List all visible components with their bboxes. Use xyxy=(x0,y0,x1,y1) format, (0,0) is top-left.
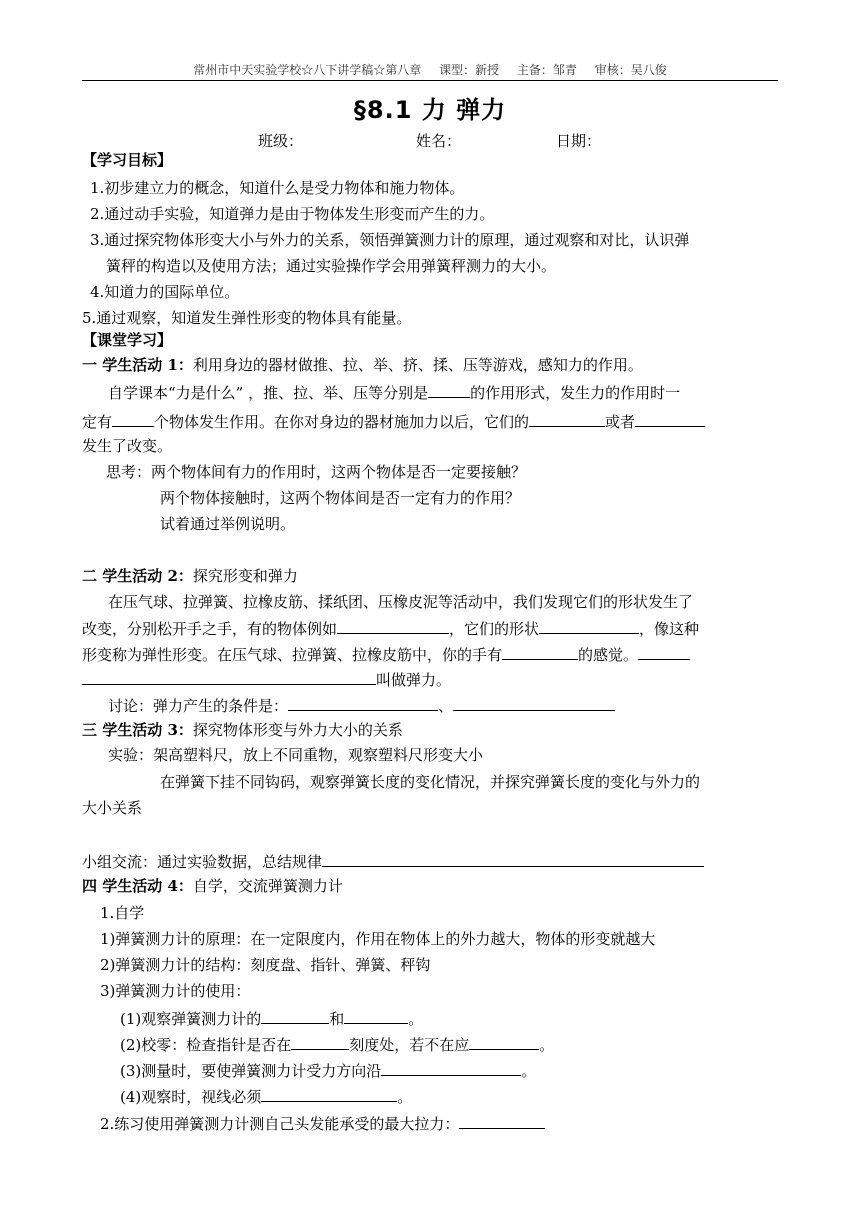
fill-blank[interactable] xyxy=(261,1085,397,1102)
self-study-heading: 1.自学 xyxy=(100,904,145,922)
header-type: 课型：新授 xyxy=(439,63,500,77)
activity-2-p2 xyxy=(82,617,699,639)
text-segment: 自学课本“力是什么” ，推、拉、举、压等分别是 xyxy=(108,384,429,402)
text-segment: 个物体发生作用。在你对身边的器材施加力以后，它们的 xyxy=(154,413,530,431)
think-question-3: 试着通过举例说明。 xyxy=(160,515,296,533)
usage-step-1 xyxy=(120,1007,423,1029)
text-segment: 讨论：弹力产生的条件是： xyxy=(108,697,289,715)
fill-blank[interactable] xyxy=(502,643,578,660)
activity-4-text: 自学，交流弹簧测力计 xyxy=(192,877,343,895)
text-segment: 。 xyxy=(408,1010,424,1028)
text-segment: 或者 xyxy=(605,413,636,431)
text-segment: (2)校零：检查指针是否在 xyxy=(120,1036,292,1054)
date-label: 日期： xyxy=(556,132,602,150)
activity-3 xyxy=(82,720,403,740)
usage-step-3 xyxy=(120,1059,536,1081)
activity-1 xyxy=(82,355,643,375)
activity-4 xyxy=(82,876,343,896)
fill-blank[interactable] xyxy=(288,694,438,711)
experiment-2-cont: 大小关系 xyxy=(82,799,143,817)
text-segment: 和 xyxy=(329,1010,345,1028)
text-segment: (3)测量时，要使弹簧测力计受力方向沿 xyxy=(120,1062,382,1080)
activity-2 xyxy=(82,566,298,586)
fill-blank[interactable] xyxy=(453,694,615,711)
classroom-heading: 【课堂学习】 xyxy=(82,331,173,349)
text-segment: 。 xyxy=(539,1036,555,1054)
fill-blank[interactable] xyxy=(112,410,154,427)
text-segment: 的感觉。 xyxy=(578,646,639,664)
text-segment: 、 xyxy=(438,697,454,715)
activity-1-p1 xyxy=(108,381,680,403)
experiment-2: 在弹簧下挂不同钩码，观察弹簧长度的变化情况，并探究弹簧长度的变化与外力的 xyxy=(160,773,701,791)
header-reviewer: 审核：吴八俊 xyxy=(594,63,667,77)
text-segment: 改变，分别松开手之手，有的物体例如 xyxy=(82,620,338,638)
goal-item: 5.通过观察，知道发生弹性形变的物体具有能量。 xyxy=(82,309,412,327)
text-segment: (1)观察弹簧测力计的 xyxy=(120,1010,262,1028)
name-label: 姓名： xyxy=(416,132,462,150)
goal-item: 1.初步建立力的概念，知道什么是受力物体和施力物体。 xyxy=(90,179,465,197)
fill-blank[interactable] xyxy=(291,1033,349,1050)
fill-blank[interactable] xyxy=(469,1033,539,1050)
usage-step-2 xyxy=(120,1033,554,1055)
text-segment: (4)观察时，视线必须 xyxy=(120,1088,262,1106)
activity-4-label: 四 学生活动 4： xyxy=(82,877,193,895)
activity-1-label: 一 学生活动 1： xyxy=(82,356,193,374)
activity-2-p3 xyxy=(82,643,690,665)
activity-1-p3: 发生了改变。 xyxy=(82,437,173,455)
text-segment: 形变称为弹性形变。在压气球、拉弹簧、拉橡皮筋中，你的手有 xyxy=(82,646,503,664)
text-segment: 定有 xyxy=(82,413,113,431)
page-title: §8.1 力 弹力 xyxy=(353,96,507,124)
practice-line xyxy=(100,1112,545,1134)
activity-1-text: 利用身边的器材做推、拉、举、挤、揉、压等游戏，感知力的作用。 xyxy=(192,356,643,374)
activity-2-p4 xyxy=(82,668,451,690)
fill-blank[interactable] xyxy=(529,410,605,427)
text-segment: ，它们的形状 xyxy=(449,620,540,638)
usage-step-4 xyxy=(120,1085,412,1107)
page-header xyxy=(82,61,778,81)
group-discussion xyxy=(82,850,704,872)
think-question-1: 思考：两个物体间有力的作用时，这两个物体是否一定要接触？ xyxy=(106,463,527,481)
fill-blank[interactable] xyxy=(337,617,449,634)
text-segment: ，像这种 xyxy=(639,620,700,638)
goals-heading: 【学习目标】 xyxy=(82,151,173,169)
activity-2-p1: 在压气球、拉弹簧、拉橡皮筋、揉纸团、压橡皮泥等活动中，我们发现它们的形状发生了 xyxy=(108,593,694,611)
fill-blank[interactable] xyxy=(322,850,704,867)
principle-line: 1)弹簧测力计的原理：在一定限度内，作用在物体上的外力越大，物体的形变就越大 xyxy=(100,930,656,948)
goal-item: 簧秤的构造以及使用方法；通过实验操作学会用弹簧秤测力的大小。 xyxy=(106,257,557,275)
fill-blank[interactable] xyxy=(261,1007,329,1024)
goal-item: 2.通过动手实验，知道弹力是由于物体发生形变而产生的力。 xyxy=(90,205,495,223)
usage-heading: 3)弹簧测力计的使用： xyxy=(100,982,251,1000)
fill-blank[interactable] xyxy=(539,617,639,634)
activity-3-label: 三 学生活动 3： xyxy=(82,721,193,739)
fill-blank[interactable] xyxy=(638,643,690,660)
class-label: 班级： xyxy=(258,132,304,150)
experiment-1: 实验：架高塑料尺，放上不同重物，观察塑料尺形变大小 xyxy=(108,746,484,764)
header-school: 常州市中天实验学校☆八下讲学稿☆第八章 xyxy=(193,63,422,77)
think-question-2: 两个物体接触时，这两个物体间是否一定有力的作用？ xyxy=(160,489,521,507)
fill-blank[interactable] xyxy=(459,1112,545,1129)
header-preparer: 主备：邹青 xyxy=(516,63,577,77)
text-segment: 。 xyxy=(521,1062,537,1080)
activity-1-p2 xyxy=(82,410,705,432)
fill-blank[interactable] xyxy=(428,381,470,398)
fill-blank[interactable] xyxy=(82,668,376,685)
fill-blank[interactable] xyxy=(381,1059,521,1076)
goal-item: 3.通过探究物体形变大小与外力的关系，领悟弹簧测力计的原理，通过观察和对比，认识弹 xyxy=(90,231,690,249)
text-segment: 小组交流：通过实验数据，总结规律 xyxy=(82,853,323,871)
activity-3-text: 探究物体形变与外力大小的关系 xyxy=(192,721,403,739)
text-segment: 。 xyxy=(397,1088,413,1106)
text-segment: 叫做弹力。 xyxy=(376,671,452,689)
text-segment: 刻度处，若不在应 xyxy=(349,1036,470,1054)
structure-line: 2)弹簧测力计的结构：刻度盘、指针、弹簧、秤钩 xyxy=(100,956,431,974)
discussion-line xyxy=(108,694,615,716)
activity-2-text: 探究形变和弹力 xyxy=(192,567,298,585)
fill-blank[interactable] xyxy=(344,1007,408,1024)
fill-blank[interactable] xyxy=(635,410,705,427)
activity-2-label: 二 学生活动 2： xyxy=(82,567,193,585)
text-segment: 的作用形式，发生力的作用时一 xyxy=(470,384,681,402)
text-segment: 2.练习使用弹簧测力计测自己头发能承受的最大拉力： xyxy=(100,1115,460,1133)
goal-item: 4.知道力的国际单位。 xyxy=(90,283,240,301)
